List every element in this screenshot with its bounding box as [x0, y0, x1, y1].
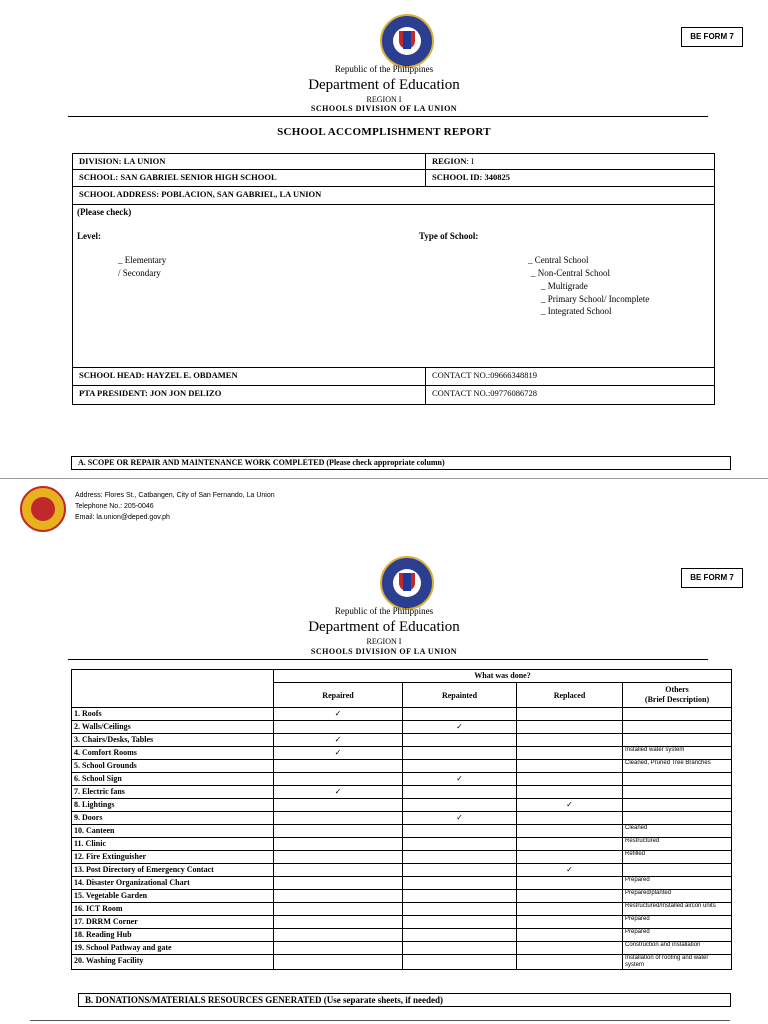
others-cell	[623, 799, 732, 812]
table-row	[72, 786, 732, 799]
replaced-cell	[517, 708, 623, 721]
replaced-cell	[517, 838, 623, 851]
table-row	[72, 916, 732, 929]
repainted-cell	[403, 890, 517, 903]
pta-president-field: PTA PRESIDENT: JON JON DELIZO	[72, 385, 426, 405]
table-row	[72, 890, 732, 903]
others-cell	[623, 812, 732, 825]
replaced-cell	[517, 903, 623, 916]
repaired-cell	[274, 864, 403, 877]
repaired-cell: ✓	[274, 708, 403, 721]
others-cell: Prepared/planted	[623, 890, 732, 903]
contact-no-1: CONTACT NO.:09666348819	[425, 367, 715, 386]
repaired-cell	[274, 929, 403, 942]
others-cell	[623, 786, 732, 799]
repaired-cell	[274, 825, 403, 838]
footer-rule	[0, 478, 768, 479]
repainted-cell	[403, 916, 517, 929]
type-multigrade-option: _ Multigrade	[541, 281, 588, 291]
replaced-cell	[517, 929, 623, 942]
table-row	[72, 721, 732, 734]
school-id-field	[425, 169, 715, 187]
table-row	[72, 760, 732, 773]
replaced-cell	[517, 786, 623, 799]
repainted-cell	[403, 851, 517, 864]
footer-email: Email: la.union@deped.gov.ph	[75, 514, 170, 521]
repaired-cell	[274, 799, 403, 812]
replaced-cell	[517, 747, 623, 760]
region-field	[425, 153, 715, 170]
region-value: : I	[466, 156, 474, 166]
region-heading-2: REGION I	[366, 637, 402, 646]
table-row	[72, 903, 732, 916]
others-cell	[623, 708, 732, 721]
replaced-cell	[517, 721, 623, 734]
school-field: SCHOOL: SAN GABRIEL SENIOR HIGH SCHOOL	[72, 169, 426, 187]
be-form-label-2: BE FORM 7	[681, 568, 743, 588]
department-heading-2: Department of Education	[308, 619, 460, 635]
repainted-cell	[403, 864, 517, 877]
type-of-school-label: Type of School:	[419, 231, 479, 241]
item-cell: 12. Fire Extinguisher	[72, 851, 274, 864]
repaired-cell: ✓	[274, 747, 403, 760]
section-b-title: B. DONATIONS/MATERIALS RESOURCES GENERATED	[85, 995, 322, 1005]
repaired-cell	[274, 955, 403, 970]
republic-heading: Republic of the Philippines	[334, 64, 434, 74]
repainted-cell	[403, 929, 517, 942]
others-cell: Installed water system	[623, 747, 732, 760]
repaired-cell	[274, 903, 403, 916]
repainted-cell	[403, 734, 517, 747]
others-cell: Restructured/Installed aircon units	[623, 903, 732, 916]
replaced-cell	[517, 773, 623, 786]
department-heading: Department of Education	[308, 77, 460, 93]
header-rule	[68, 116, 708, 117]
table-row	[72, 851, 732, 864]
footer-telephone: Telephone No.: 205-0046	[75, 503, 154, 510]
item-cell: 14. Disaster Organizational Chart	[72, 877, 274, 890]
repaired-cell	[274, 838, 403, 851]
item-cell: 17. DRRM Corner	[72, 916, 274, 929]
replaced-cell	[517, 851, 623, 864]
item-cell: 15. Vegetable Garden	[72, 890, 274, 903]
item-cell: 6. School Sign	[72, 773, 274, 786]
repainted-cell	[403, 708, 517, 721]
item-cell: 4. Comfort Rooms	[72, 747, 274, 760]
table-header-blank	[72, 670, 274, 708]
maintenance-table	[71, 669, 732, 970]
deped-seal-logo	[380, 14, 434, 68]
replaced-cell: ✓	[517, 799, 623, 812]
item-cell: 9. Doors	[72, 812, 274, 825]
deped-seal-logo-2	[380, 556, 434, 610]
table-row	[72, 929, 732, 942]
table-row	[72, 825, 732, 838]
others-cell: Prepared	[623, 929, 732, 942]
repaired-cell	[274, 773, 403, 786]
repaired-cell	[274, 851, 403, 864]
division-heading: SCHOOLS DIVISION OF LA UNION	[310, 104, 458, 113]
replaced-cell	[517, 734, 623, 747]
others-cell	[623, 734, 732, 747]
type-integrated-option: _ Integrated School	[541, 306, 612, 316]
school-id-label: SCHOOL ID	[432, 172, 480, 182]
school-id-value: : 340825	[479, 172, 510, 182]
others-cell: Refilled	[623, 851, 732, 864]
others-cell: Installation of roofing and water system	[623, 955, 732, 970]
repaired-cell	[274, 812, 403, 825]
item-cell: 16. ICT Room	[72, 903, 274, 916]
table-row	[72, 877, 732, 890]
others-cell: Construction and installation	[623, 942, 732, 955]
replaced-cell: ✓	[517, 864, 623, 877]
repaired-cell: ✓	[274, 734, 403, 747]
table-row	[72, 955, 732, 970]
replaced-cell	[517, 955, 623, 970]
repainted-cell	[403, 786, 517, 799]
item-cell: 5. School Grounds	[72, 760, 274, 773]
division-heading-2: SCHOOLS DIVISION OF LA UNION	[310, 647, 458, 656]
others-cell: Restructured	[623, 838, 732, 851]
repainted-cell	[403, 760, 517, 773]
item-cell: 3. Chairs/Desks, Tables	[72, 734, 274, 747]
table-row	[72, 942, 732, 955]
repainted-cell	[403, 903, 517, 916]
others-cell	[623, 721, 732, 734]
contact-no-2: CONTACT NO.:09776086728	[425, 385, 715, 405]
repaired-cell	[274, 942, 403, 955]
table-row	[72, 773, 732, 786]
others-cell: Prepared	[623, 877, 732, 890]
type-central-option: _ Central School	[528, 255, 589, 265]
level-label: Level:	[77, 231, 101, 241]
item-cell: 8. Lightings	[72, 799, 274, 812]
table-row	[72, 799, 732, 812]
replaced-cell	[517, 812, 623, 825]
be-form-label: BE FORM 7	[681, 27, 743, 47]
level-secondary-option: / Secondary	[118, 268, 161, 278]
repaired-cell	[274, 721, 403, 734]
repaired-header: Repaired	[274, 683, 403, 708]
item-cell: 18. Reading Hub	[72, 929, 274, 942]
others-cell: Prepared	[623, 916, 732, 929]
repainted-cell	[403, 955, 517, 970]
table-row	[72, 734, 732, 747]
section-a-heading: A. SCOPE OR REPAIR AND MAINTENANCE WORK COMPLETED (Please check appropriate column)	[71, 456, 731, 470]
repainted-cell: ✓	[403, 812, 517, 825]
repainted-cell	[403, 942, 517, 955]
others-header-line1: Others	[665, 685, 689, 694]
others-cell: Cleaned	[623, 825, 732, 838]
replaced-cell	[517, 825, 623, 838]
repainted-cell: ✓	[403, 773, 517, 786]
type-noncentral-option: _ Non-Central School	[531, 268, 610, 278]
repaired-cell: ✓	[274, 786, 403, 799]
others-cell	[623, 864, 732, 877]
footer-address: Address: Flores St., Catbangen, City of San Fernando, La Union	[75, 492, 275, 499]
repainted-cell	[403, 799, 517, 812]
repainted-cell	[403, 838, 517, 851]
section-b-heading	[78, 993, 731, 1007]
item-cell: 7. Electric fans	[72, 786, 274, 799]
table-row	[72, 708, 732, 721]
repaired-cell	[274, 916, 403, 929]
replaced-cell	[517, 916, 623, 929]
replaced-cell	[517, 942, 623, 955]
others-header	[623, 683, 732, 708]
replaced-cell	[517, 760, 623, 773]
region-label: REGION	[432, 156, 467, 166]
repaired-cell	[274, 760, 403, 773]
replaced-cell	[517, 877, 623, 890]
region-heading: REGION I	[366, 95, 402, 104]
please-check-label: (Please check)	[77, 207, 132, 217]
replaced-header: Replaced	[517, 683, 623, 708]
table-row	[72, 747, 732, 760]
republic-heading-2: Republic of the Philippines	[334, 606, 434, 616]
item-cell: 1. Roofs	[72, 708, 274, 721]
repainted-cell	[403, 877, 517, 890]
division-logo	[20, 486, 66, 532]
division-field: DIVISION: LA UNION	[72, 153, 426, 170]
item-cell: 19. School Pathway and gate	[72, 942, 274, 955]
school-address-field: SCHOOL ADDRESS: POBLACION, SAN GABRIEL, LA UNION	[72, 186, 715, 205]
others-header-line2: (Brief Description)	[644, 695, 710, 704]
repaired-cell	[274, 877, 403, 890]
table-row	[72, 838, 732, 851]
item-cell: 2. Walls/Ceilings	[72, 721, 274, 734]
repaired-cell	[274, 890, 403, 903]
repainted-header: Repainted	[403, 683, 517, 708]
item-cell: 20. Washing Facility	[72, 955, 274, 970]
others-cell: Cleaned, Pruned Tree Branches	[623, 760, 732, 773]
what-was-done-header: What was done?	[274, 670, 732, 683]
table-row	[72, 812, 732, 825]
section-b-note: (Use separate sheets, if needed)	[321, 995, 444, 1005]
replaced-cell	[517, 890, 623, 903]
bottom-rule	[30, 1020, 730, 1021]
item-cell: 11. Clinic	[72, 838, 274, 851]
level-elementary-option: _ Elementary	[118, 255, 167, 265]
header-rule-2	[68, 659, 708, 660]
repainted-cell	[403, 747, 517, 760]
repainted-cell: ✓	[403, 721, 517, 734]
table-row	[72, 864, 732, 877]
others-cell	[623, 773, 732, 786]
report-title: SCHOOL ACCOMPLISHMENT REPORT	[277, 126, 491, 138]
type-primary-option: _ Primary School/ Incomplete	[541, 294, 650, 304]
school-head-field: SCHOOL HEAD: HAYZEL E. OBDAMEN	[72, 367, 426, 386]
repainted-cell	[403, 825, 517, 838]
item-cell: 10. Canteen	[72, 825, 274, 838]
school-type-box	[72, 204, 715, 368]
item-cell: 13. Post Directory of Emergency Contact	[72, 864, 274, 877]
